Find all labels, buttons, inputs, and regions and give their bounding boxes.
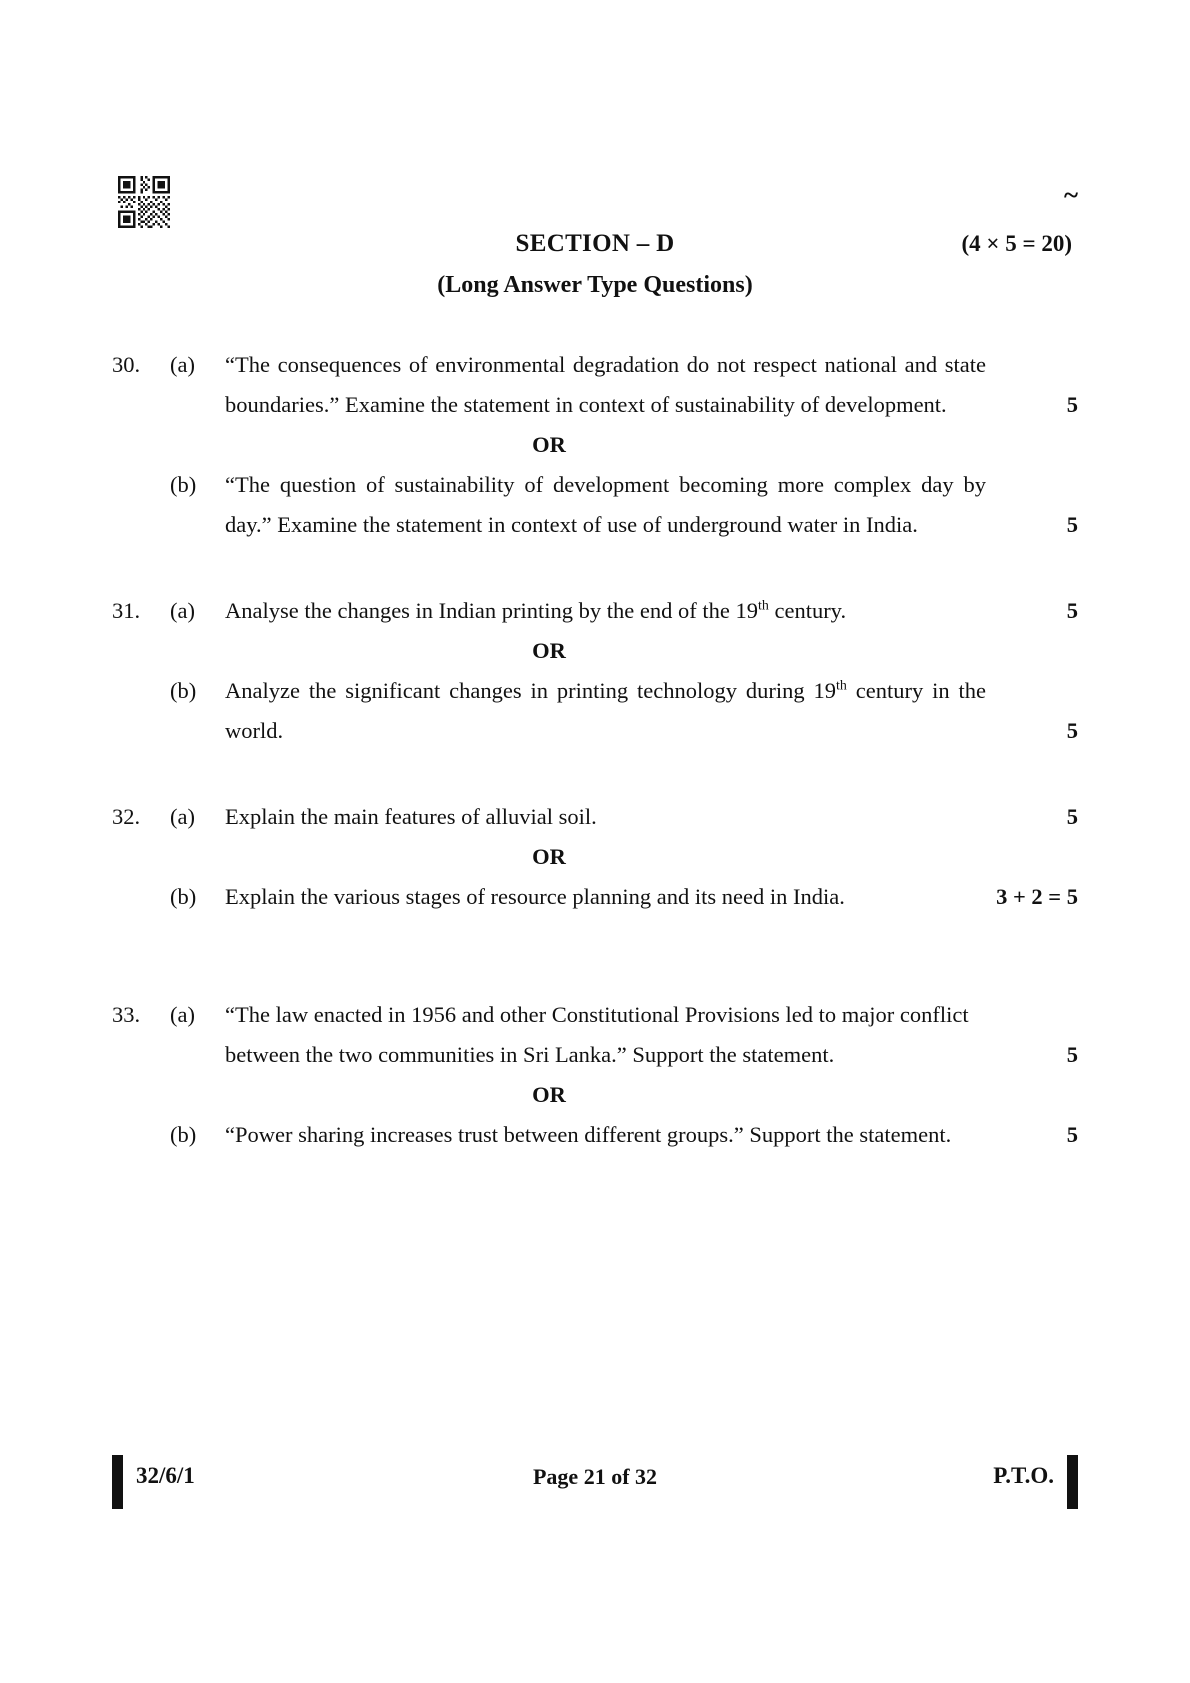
part-label: (a) xyxy=(170,1002,195,1027)
part-label: (a) xyxy=(170,352,195,377)
spacer xyxy=(112,545,1078,591)
ordinal-suffix: th xyxy=(758,598,769,614)
question-33-part-a xyxy=(112,995,1078,1075)
question-30-part-b xyxy=(112,465,1078,545)
page-number: Page 21 of 32 xyxy=(532,1464,658,1489)
spacer xyxy=(112,917,1078,963)
question-text-after: century. xyxy=(768,598,847,623)
marks-value: 5 xyxy=(1066,804,1078,829)
question-text xyxy=(225,591,986,631)
qr-code-icon xyxy=(117,176,171,228)
question-text-before: Analyse the changes in Indian printing by the end of the 19 xyxy=(225,598,758,623)
marks-value: 3 + 2 = 5 xyxy=(996,884,1078,909)
part-label: (b) xyxy=(170,678,197,703)
part-label: (a) xyxy=(170,804,195,829)
question-31-part-b xyxy=(112,671,1078,751)
part-label: (b) xyxy=(170,884,197,909)
question-33-part-b xyxy=(112,1115,1078,1155)
corner-tilde-mark: ~ xyxy=(1063,180,1078,210)
section-title: SECTION – D xyxy=(515,230,675,257)
marks-value: 5 xyxy=(1066,1122,1078,1147)
section-header xyxy=(118,230,1072,264)
or-divider-33: OR xyxy=(532,1082,566,1107)
question-31-part-a xyxy=(112,591,1078,631)
spacer xyxy=(112,751,1078,797)
ordinal-suffix: th xyxy=(836,678,847,694)
page-footer xyxy=(112,1455,1078,1509)
question-30-part-a xyxy=(112,345,1078,425)
question-text: “The question of sustainability of development becoming more complex day by day.” Examine the statement in context of use of underground water in India. xyxy=(225,472,986,537)
question-number: 31. xyxy=(112,598,141,623)
section-subtitle: (Long Answer Type Questions) xyxy=(437,272,753,298)
question-32-part-a xyxy=(112,797,1078,837)
question-text: “Power sharing increases trust between different groups.” Support the statement. xyxy=(225,1122,952,1147)
question-text: “The law enacted in 1956 and other Constitutional Provisions led to major conflict between the two communities in Sri Lanka.” Support the statement. xyxy=(225,1002,969,1067)
part-label: (a) xyxy=(170,598,195,623)
question-text: Explain the main features of alluvial soil. xyxy=(225,804,597,829)
question-32-part-b xyxy=(112,877,1078,917)
spacer xyxy=(112,963,1078,995)
marks-value: 5 xyxy=(1066,1042,1078,1067)
or-divider-30: OR xyxy=(532,432,566,457)
part-label: (b) xyxy=(170,472,197,497)
question-text: “The consequences of environmental degradation do not respect national and state boundaries.” Examine the statement in context of sustainability of development. xyxy=(225,352,986,417)
section-marks: (4 × 5 = 20) xyxy=(961,231,1072,256)
or-divider-31: OR xyxy=(532,638,566,663)
question-number: 33. xyxy=(112,1002,141,1027)
marks-value: 5 xyxy=(1066,718,1078,743)
questions-list xyxy=(112,345,1078,1155)
question-text: Explain the various stages of resource planning and its need in India. xyxy=(225,884,845,909)
marks-value: 5 xyxy=(1066,512,1078,537)
pto-label: P.T.O. xyxy=(993,1463,1054,1488)
paper-code: 32/6/1 xyxy=(136,1463,195,1488)
part-label: (b) xyxy=(170,1122,197,1147)
question-text xyxy=(225,671,986,751)
question-number: 30. xyxy=(112,352,141,377)
marks-value: 5 xyxy=(1066,598,1078,623)
footer-bar-right xyxy=(1067,1455,1078,1509)
question-text-before: Analyze the significant changes in printing technology during 19 xyxy=(225,678,837,703)
or-divider-32: OR xyxy=(532,844,566,869)
question-text-after: century in the world. xyxy=(225,678,986,743)
marks-value: 5 xyxy=(1066,392,1078,417)
question-number: 32. xyxy=(112,804,141,829)
